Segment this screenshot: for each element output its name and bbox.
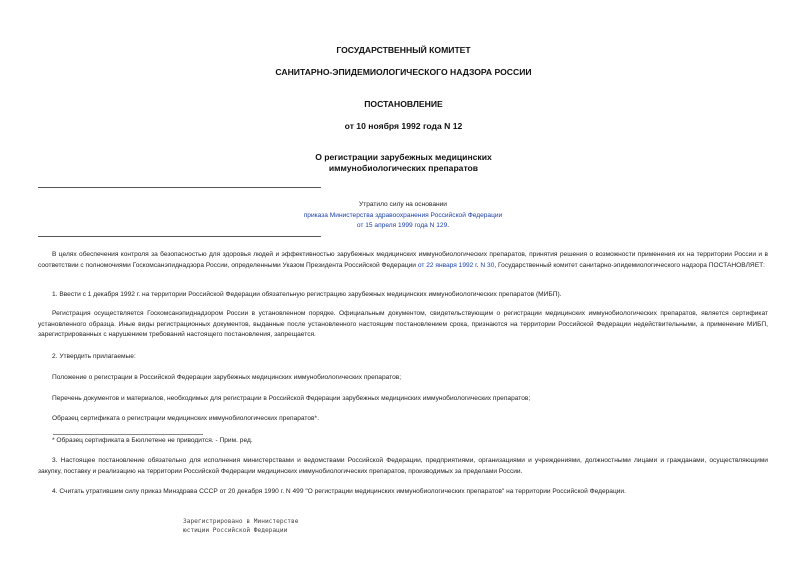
registration-note-line2: юстиции Российской Федерации bbox=[183, 526, 288, 534]
paragraph-2-item-certificate: Образец сертификата о регистрации медицинских иммунобиологических препаратов*. bbox=[52, 415, 319, 422]
paragraph-2-item-list: Перечень документов и материалов, необходимых для регистрации в Российской Федерации зарубежных медицинских иммунобиологических препаратов; bbox=[52, 395, 531, 402]
paragraph-3: 3. Настоящее постановление обязательно для исполнения министерствами и ведомствами Российской Федерации, предприятиями, организациями и учреждениями, должностными лицами и гражданами, осуществляющими закупку, поставку и реализацию на территории Российской Федерации медицинских иммунобиологических препаратов, производимых за пределами России. bbox=[38, 457, 768, 475]
committee-heading: ГОСУДАРСТВЕННЫЙ КОМИТЕТ bbox=[336, 45, 471, 55]
document-title-line2: иммунобиологических препаратов bbox=[328, 163, 479, 173]
doc-type-heading: ПОСТАНОВЛЕНИЕ bbox=[364, 99, 443, 109]
divider-top bbox=[38, 187, 321, 188]
registration-note bbox=[183, 518, 298, 535]
lost-force-link-line2[interactable]: от 15 апреля 1999 года N 129 bbox=[356, 222, 448, 229]
paragraph-1: 1. Ввести с 1 декабря 1992 г. на территории Российской Федерации обязательную регистрацию зарубежных медицинских иммунобиологических препаратов (МИБП). bbox=[52, 291, 562, 298]
preamble-text-after: , Государственный комитет санитарно-эпидемиологического надзора ПОСТАНОВЛЯЕТ: bbox=[494, 261, 765, 269]
footnote: * Образец сертификата в Бюллетене не приводится. - Прим. ред. bbox=[52, 437, 253, 444]
decree-link[interactable]: от 22 января 1992 г. N 30 bbox=[417, 261, 495, 269]
lost-force-line-end: . bbox=[447, 222, 450, 229]
preamble-paragraph bbox=[38, 250, 768, 271]
supervision-heading: САНИТАРНО-ЭПИДЕМИОЛОГИЧЕСКОГО НАДЗОРА РОССИИ bbox=[275, 67, 532, 77]
paragraph-2-item-regulation: Положение о регистрации в Российской Федерации зарубежных медицинских иммунобиологических препаратов; bbox=[52, 374, 402, 381]
paragraph-1-registration: Регистрация осуществляется Госкомсанэпиднадзором России в установленном порядке. Официальным документом, свидетельствующим о регистрации медицинских иммунобиологических препаратов, является сертификат установленного образца. Иные виды регистрационных документов, выданные после установленного настоящим постановлением срока, признаются на территории Российской Федерации недействительными, а применение МИБП, зарегистрированных с нарушением требований настоящего постановления, запрещается. bbox=[38, 310, 768, 339]
preamble-text-before: В целях обеспечения контроля за безопасностью для здоровья людей и эффективностью зарубежных медицинских иммунобиологических препаратов, принятия решения о возможности применения их на территории России и в соответствии с полномочиями Госкомсанэпиднадзора России, определенными Указом Президента Российской Федерации bbox=[38, 251, 768, 269]
divider-bottom bbox=[38, 236, 321, 237]
lost-force-line1: Утратило силу на основании bbox=[359, 201, 447, 208]
lost-force-notice bbox=[270, 200, 536, 232]
date-number-heading: от 10 ноября 1992 года N 12 bbox=[344, 121, 463, 131]
paragraph-2: 2. Утвердить прилагаемые: bbox=[52, 353, 136, 360]
registration-note-line1: Зарегистрировано в Министерстве bbox=[183, 518, 299, 525]
document-title-line1: О регистрации зарубежных медицинских bbox=[315, 152, 492, 162]
lost-force-link-line1[interactable]: приказа Министерства здравоохранения Российской Федерации bbox=[303, 211, 503, 219]
paragraph-4: 4. Считать утратившим силу приказ Минздрава СССР от 20 декабря 1990 г. N 499 "О регистрации медицинских иммунобиологических препаратов" на территории Российской Федерации. bbox=[52, 488, 626, 495]
footnote-divider bbox=[53, 434, 203, 435]
